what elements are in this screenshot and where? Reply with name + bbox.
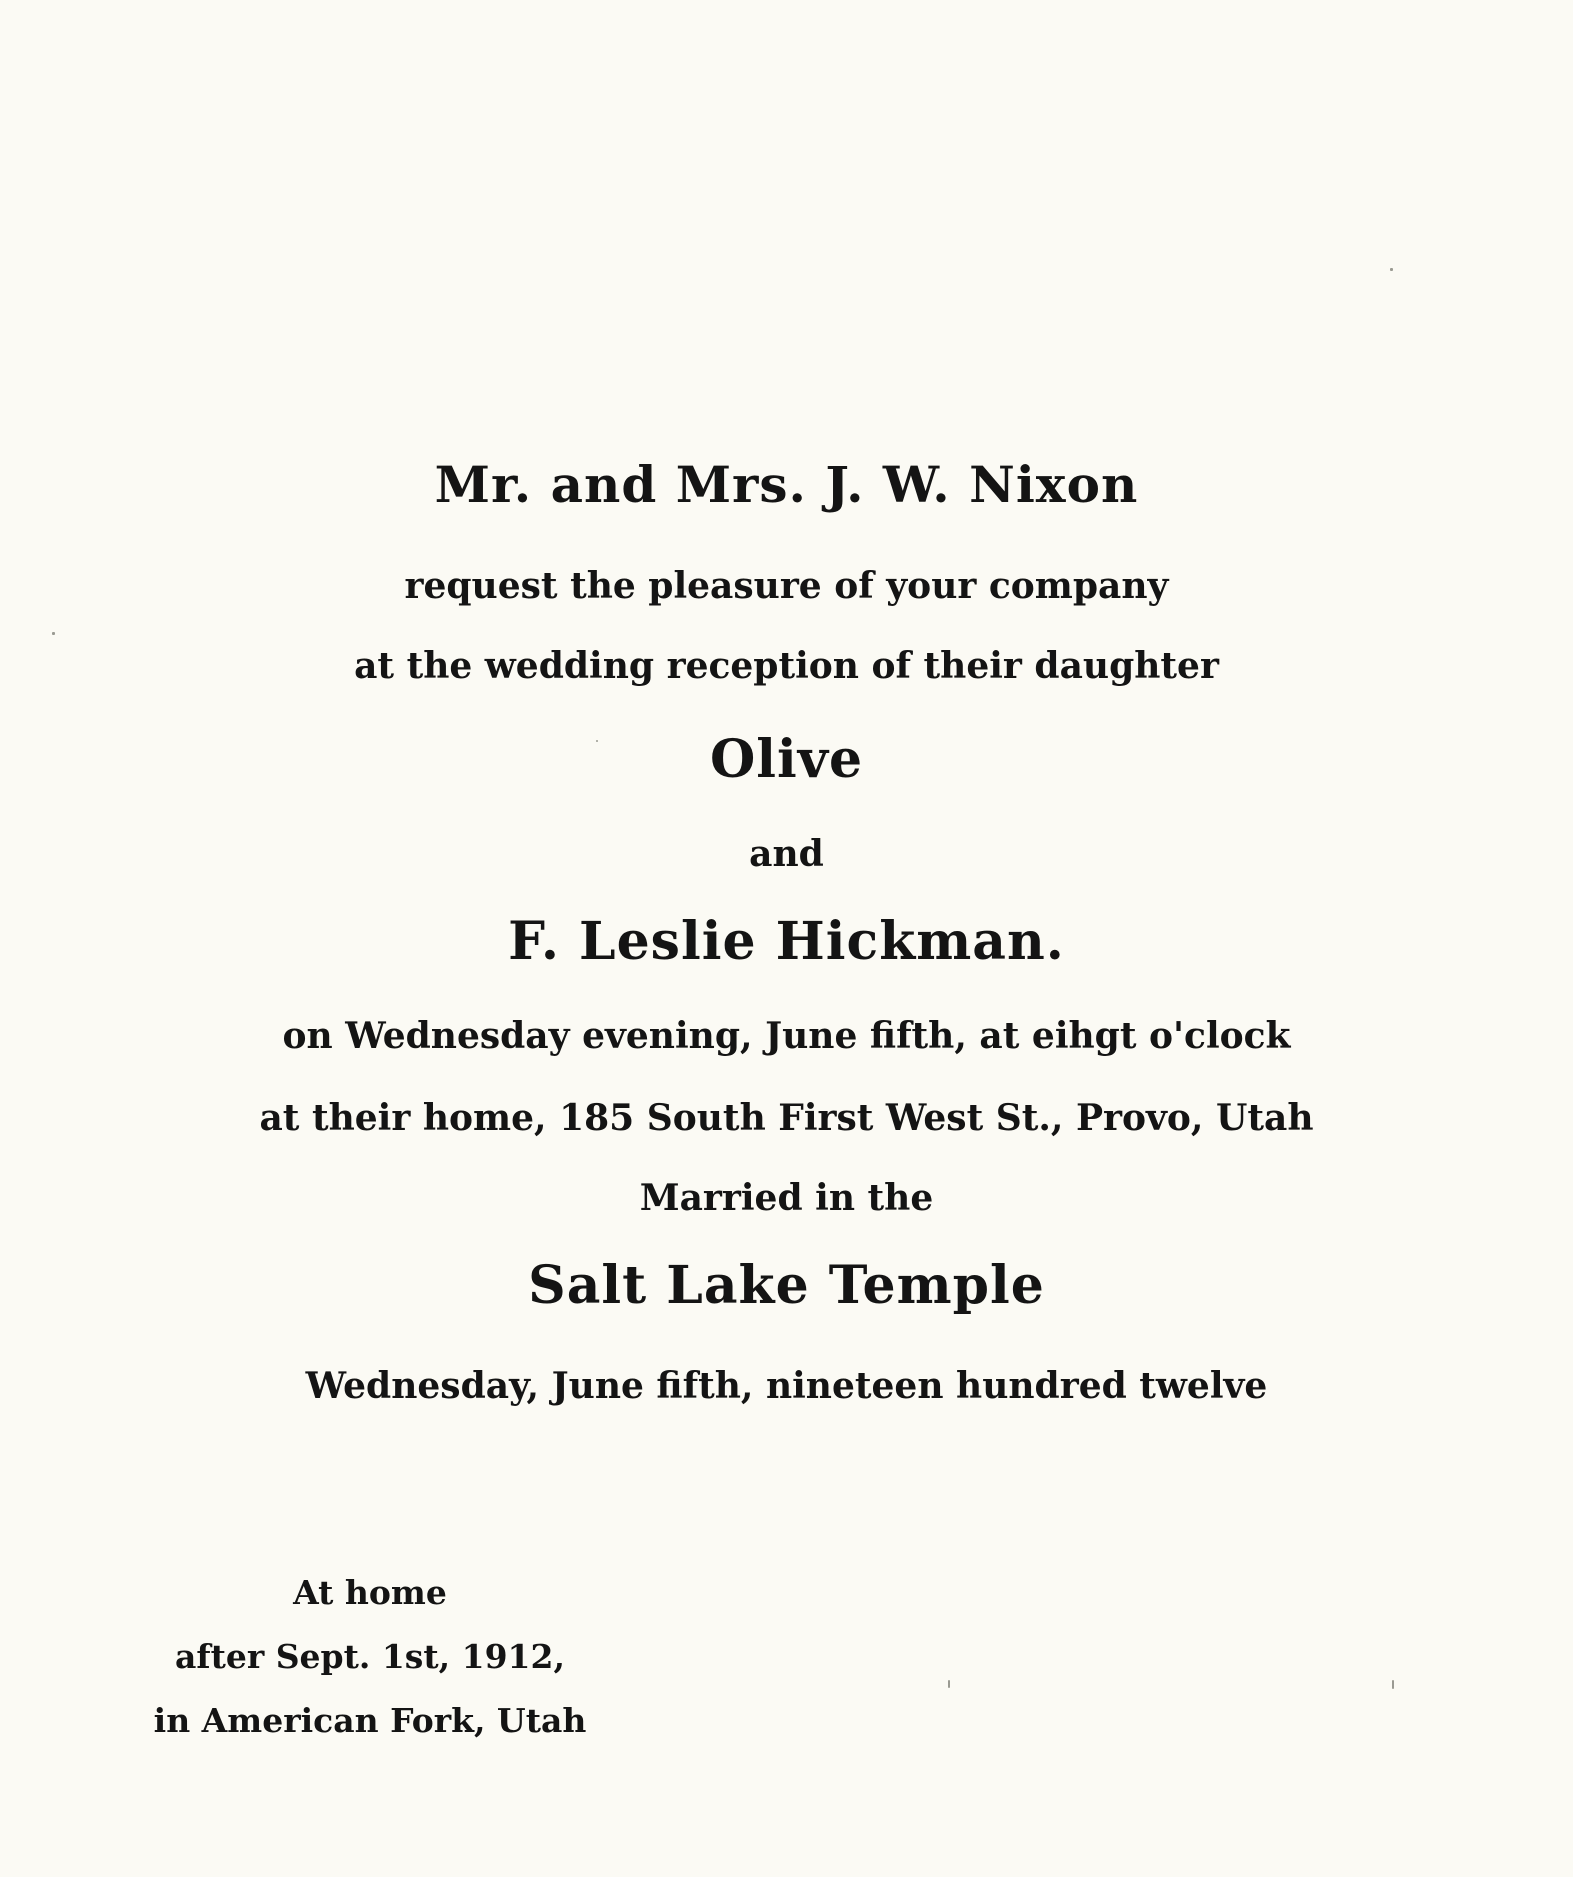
wedding-date-line: Wednesday, June fifth, nineteen hundred twelve bbox=[305, 1365, 1268, 1407]
request-line: request the pleasure of your company bbox=[404, 565, 1169, 607]
paper-speck bbox=[52, 632, 55, 635]
married-line: Married in the bbox=[639, 1177, 934, 1219]
groom-name: F. Leslie Hickman. bbox=[508, 911, 1065, 972]
paper-speck bbox=[1390, 268, 1393, 271]
address-line: at their home, 185 South First West St., Provo, Utah bbox=[259, 1097, 1314, 1139]
date-time-line: on Wednesday evening, June fifth, at eihgt o'clock bbox=[282, 1015, 1291, 1057]
at-home-line-2: after Sept. 1st, 1912, bbox=[175, 1637, 565, 1676]
paper-speck bbox=[596, 740, 598, 742]
at-home-line-3: in American Fork, Utah bbox=[153, 1701, 587, 1740]
paper-speck bbox=[948, 1680, 950, 1688]
bride-name: Olive bbox=[709, 729, 864, 790]
temple-name: Salt Lake Temple bbox=[528, 1255, 1045, 1316]
occasion-line: at the wedding reception of their daughter bbox=[354, 645, 1219, 687]
at-home-line-1: At home bbox=[293, 1573, 447, 1612]
hosts-line: Mr. and Mrs. J. W. Nixon bbox=[434, 455, 1139, 514]
paper-speck bbox=[1392, 1680, 1394, 1689]
conjunction: and bbox=[749, 833, 824, 875]
